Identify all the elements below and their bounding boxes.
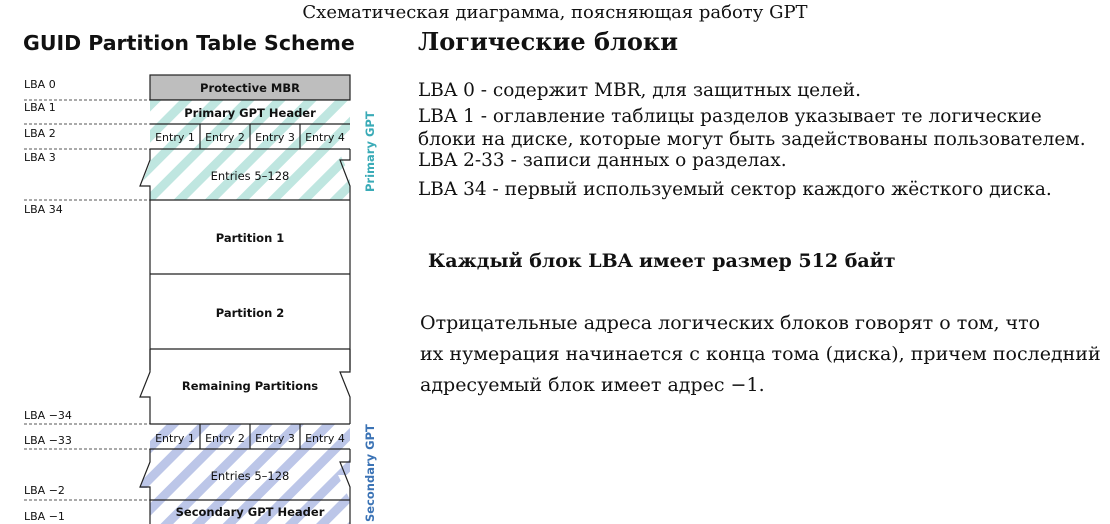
block-size-note: Каждый блок LBA имеет размер 512 байт: [428, 250, 896, 272]
negative-note-line: Отрицательные адреса логических блоков говорят о том, что: [420, 312, 1041, 334]
lba-label: LBA −33: [24, 434, 72, 447]
entry-label: Entry 3: [255, 131, 295, 144]
protective-mbr-label: Protective MBR: [200, 81, 300, 95]
lba-label: LBA 1: [24, 101, 56, 114]
diagram-title: GUID Partition Table Scheme: [23, 31, 355, 55]
entries-rest-label: Entries 5–128: [210, 469, 290, 483]
description-line: LBA 34 - первый используемый сектор каждого жёсткого диска.: [418, 179, 1052, 200]
lba-label: LBA 3: [24, 151, 56, 164]
partition-1-label: Partition 1: [215, 231, 285, 245]
description-panel: [418, 0, 1110, 524]
description-line: LBA 2-33 - записи данных о разделах.: [418, 150, 787, 171]
entry-label: Entry 3: [255, 432, 295, 445]
secondary-gpt-label: Secondary GPT: [363, 424, 377, 522]
negative-address-note: [420, 308, 1101, 401]
entry-label: Entry 2: [205, 131, 245, 144]
logical-blocks-heading: Логические блоки: [418, 27, 679, 56]
lba-label: LBA −2: [24, 484, 65, 497]
negative-note-line: их нумерация начинается с конца тома (диска), причем последний: [420, 343, 1101, 365]
entry-label: Entry 1: [155, 131, 195, 144]
lba-label: LBA −34: [24, 409, 72, 422]
description-line: LBA 0 - содержит MBR, для защитных целей.: [418, 80, 861, 101]
entry-label: Entry 2: [205, 432, 245, 445]
lba-label: LBA 34: [24, 203, 63, 216]
entry-label: Entry 4: [305, 432, 345, 445]
lba-label: LBA 0: [24, 78, 56, 91]
lba-label: LBA −1: [24, 510, 65, 523]
lba-label: LBA 2: [24, 127, 56, 140]
remaining-partitions-label: Remaining Partitions: [181, 379, 319, 393]
entry-label: Entry 1: [155, 432, 195, 445]
entries-rest-label: Entries 5–128: [210, 169, 290, 183]
gpt-diagram: [0, 0, 418, 524]
caption: Схематическая диаграмма, поясняющая работу GPT: [302, 2, 808, 23]
secondary-header-label: Secondary GPT Header: [175, 505, 325, 519]
negative-note-line: адресуемый блок имеет адрес −1.: [420, 374, 765, 396]
entry-label: Entry 4: [305, 131, 345, 144]
primary-header-label: Primary GPT Header: [184, 106, 316, 120]
description-line: LBA 1 - оглавление таблицы разделов указывает те логические: [418, 106, 1042, 127]
partition-2-label: Partition 2: [215, 306, 285, 320]
primary-gpt-label: Primary GPT: [363, 111, 377, 192]
description-line: блоки на диске, которые могут быть задействованы пользователем.: [418, 129, 1086, 150]
